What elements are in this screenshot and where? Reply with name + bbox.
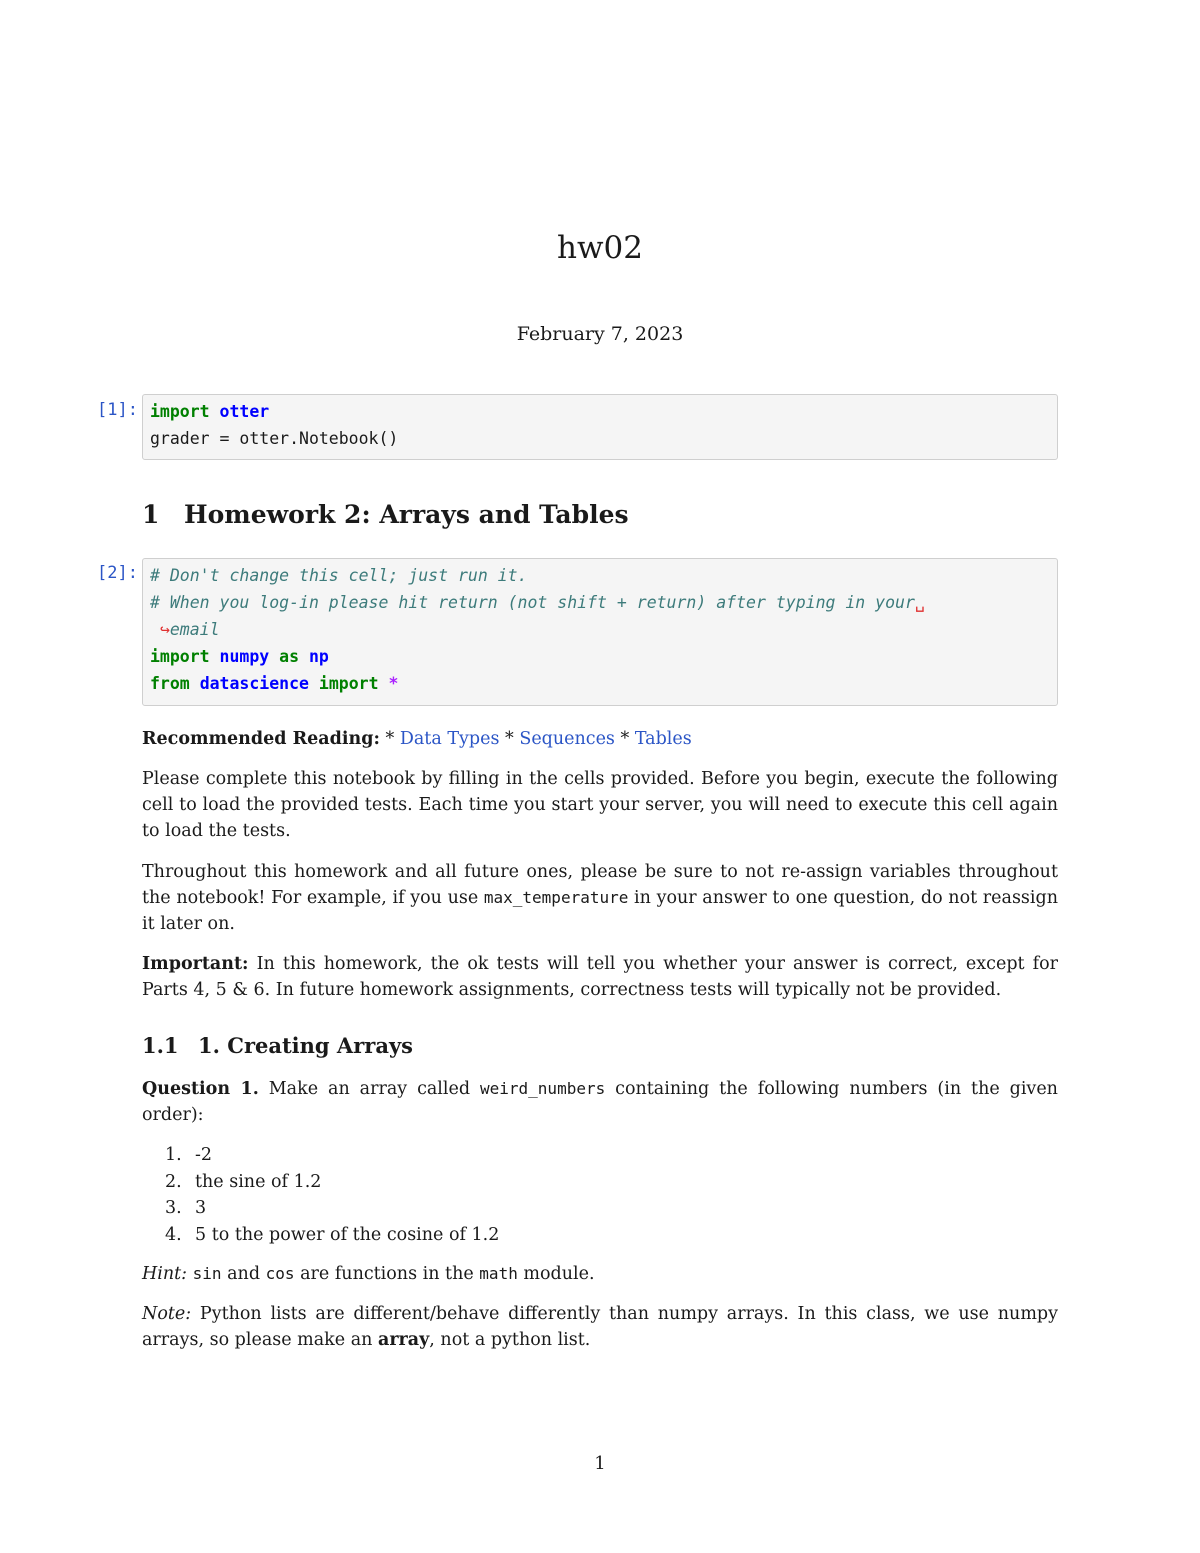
list-item-text: 3 [195, 1198, 207, 1218]
list-item: 3. 3 [165, 1198, 207, 1218]
hint-paragraph [142, 1261, 1058, 1287]
inline-code: math [479, 1264, 518, 1283]
code-keyword: as [279, 647, 300, 666]
paragraph-text: and [227, 1264, 261, 1284]
intro-paragraph: Please complete this notebook by filling in the cells provided. Before you begin, execute the following cell to load the provided tests. Each time you start your server, you will need to execute this cell again to load the tests. [142, 769, 1058, 841]
code-keyword: from [150, 674, 190, 693]
reassign-paragraph [142, 859, 1058, 937]
link-tables[interactable]: Tables [634, 729, 692, 749]
paragraph-text: module. [523, 1264, 595, 1284]
paragraph-text: are functions in the [300, 1264, 474, 1284]
subsection-title: 1. Creating Arrays [198, 1033, 413, 1058]
code-cell-2[interactable] [142, 558, 1058, 706]
code-comment: # When you log-in please hit return (not shift + return) after typing in your [150, 593, 915, 612]
paragraph-text: In this homework, the ok tests will tell you whether your answer is correct, except for Parts 4, 5 & 6. In future homework assignments, correctness tests will typically not be provided. [142, 954, 1058, 1000]
section-title: Homework 2: Arrays and Tables [184, 500, 629, 529]
code-keyword: import [150, 402, 210, 421]
question-label: Question 1. [142, 1079, 259, 1099]
cell-prompt-1: [1]: [97, 400, 138, 420]
document-title: hw02 [557, 230, 643, 266]
reading-label: Recommended Reading: [142, 729, 380, 749]
code-comment: # Don't change this cell; just run it. [150, 566, 528, 585]
document-date: February 7, 2023 [516, 323, 684, 345]
code-operator: * [388, 674, 399, 693]
link-sequences[interactable]: Sequences [519, 729, 615, 749]
code-module: np [308, 647, 329, 666]
code-line [150, 670, 1057, 697]
paragraph-text: Make an array called [268, 1079, 471, 1099]
bullet-separator: * [620, 729, 630, 749]
code-line [150, 589, 1057, 616]
code-module: datascience [199, 674, 309, 693]
paragraph-text: Throughout this homework and all future ones, please be sure to not re-assign variables throughout the notebook! For example, if you use [142, 862, 1058, 908]
inline-code: cos [265, 1264, 295, 1283]
bullet-separator: * [385, 729, 395, 749]
recommended-reading [142, 726, 1058, 752]
page-number: 1 [594, 1453, 606, 1474]
important-paragraph [142, 951, 1058, 1003]
bold-term: array [378, 1330, 430, 1350]
subsection-number: 1.1 [142, 1033, 179, 1058]
list-item-text: -2 [195, 1145, 213, 1165]
code-module: otter [219, 402, 270, 421]
code-keyword: import [150, 647, 210, 666]
inline-code: max_temperature [483, 888, 629, 907]
list-item-text: the sine of 1.2 [195, 1171, 322, 1192]
section-heading-1 [142, 500, 629, 529]
code-line [150, 616, 1057, 643]
paragraph-text: , not a python list. [429, 1330, 591, 1350]
inline-code: sin [192, 1264, 222, 1283]
inline-code: weird_numbers [480, 1079, 606, 1098]
list-item-text: 5 to the power of the cosine of 1.2 [195, 1224, 500, 1245]
bullet-separator: * [505, 729, 514, 749]
code-keyword: import [318, 674, 379, 693]
line-wrap-end-icon: ␣ [914, 593, 925, 612]
note-paragraph [142, 1301, 1058, 1353]
code-line: grader = otter.Notebook() [150, 429, 399, 448]
list-item: 4. 5 to the power of the cosine of 1.2 [165, 1224, 500, 1245]
paragraph-text: Python lists are different/behave differently than numpy arrays. In this class, we use numpy arrays, so please make an [142, 1304, 1058, 1350]
list-item: 2. the sine of 1.2 [165, 1171, 322, 1192]
code-module: numpy [219, 647, 270, 666]
question-1 [142, 1076, 1058, 1128]
subsection-heading [142, 1033, 413, 1058]
note-label: Note: [142, 1304, 192, 1324]
list-item: 1. -2 [165, 1145, 213, 1165]
hint-label: Hint: [142, 1264, 188, 1284]
paragraph-text: in your answer to one question, do not reassign it later on. [142, 888, 1058, 934]
cell-prompt-2: [2]: [97, 563, 138, 583]
section-number: 1 [142, 500, 160, 529]
paragraph-text: containing the following numbers (in the given order): [142, 1079, 1058, 1125]
code-cell-1[interactable] [142, 394, 1058, 460]
code-line [150, 643, 1057, 670]
code-comment: email [169, 620, 220, 639]
link-data-types[interactable]: Data Types [399, 729, 500, 749]
code-line [150, 398, 1057, 425]
number-list [165, 1142, 499, 1248]
line-wrap-continue-icon: ↪ [159, 620, 170, 639]
important-label: Important: [142, 954, 249, 974]
